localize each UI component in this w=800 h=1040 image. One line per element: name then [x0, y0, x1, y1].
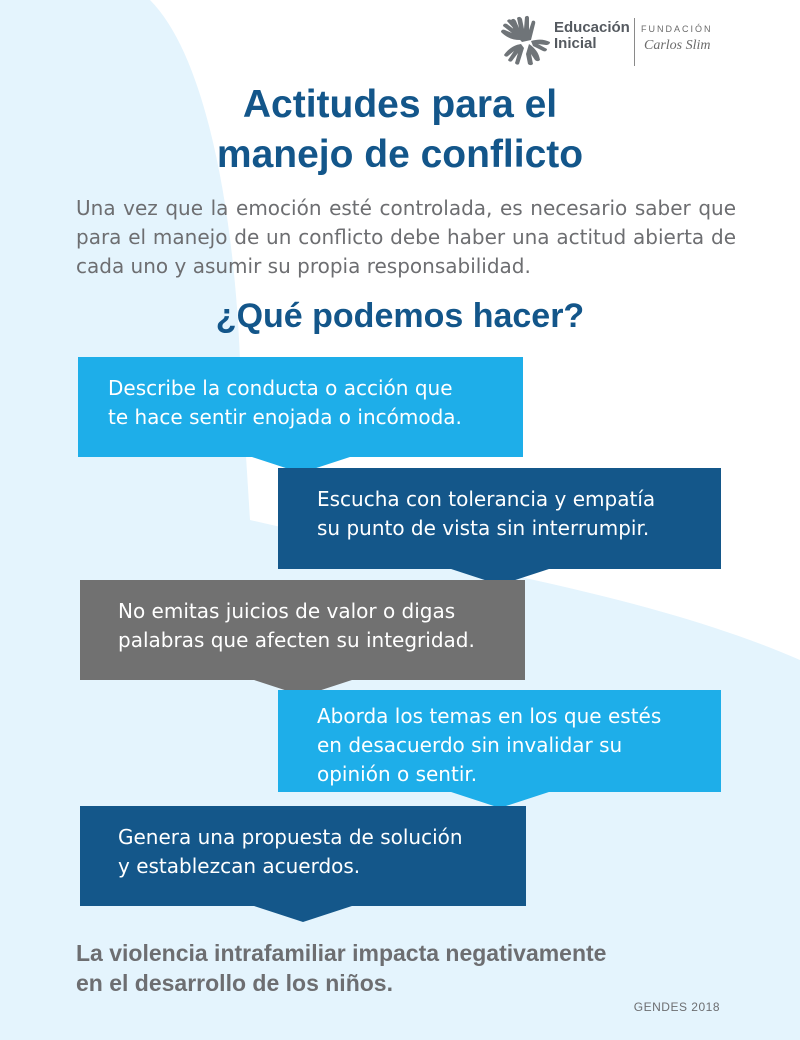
hands-icon — [498, 12, 552, 68]
page-title — [100, 80, 700, 180]
step-box-5 — [80, 806, 526, 906]
step-box-2 — [278, 468, 721, 569]
logo-educacion-inicial — [554, 20, 630, 52]
step-2-line1: Escucha con tolerancia y empatía — [317, 487, 656, 511]
intro-paragraph: Una vez que la emoción esté controlada, es necesario saber que para el manejo de un conflicto debe haber una actitud abierta de cada uno y asumir su propia responsabilidad. — [76, 196, 736, 278]
step-3-line2: palabras que afecten su integridad. — [118, 628, 475, 652]
title-line1: Actitudes para el — [242, 83, 558, 126]
logo-carlos-slim: Carlos Slim — [644, 38, 711, 53]
conclusion-line2: en el desarrollo de los niños. — [76, 970, 393, 996]
step-4-line1: Aborda los temas en los que estés — [317, 704, 662, 728]
step-2-line2: su punto de vista sin interrumpir. — [317, 516, 650, 540]
step-1-line1: Describe la conducta o acción que — [108, 376, 453, 400]
logo-divider — [634, 18, 635, 66]
logo — [498, 12, 738, 68]
conclusion-line1: La violencia intrafamiliar impacta negativamente — [76, 940, 607, 966]
source-credit: GENDES 2018 — [633, 1000, 720, 1014]
section-heading: ¿Qué podemos hacer? — [215, 297, 585, 335]
step-box-4 — [278, 690, 721, 792]
step-box-3 — [80, 580, 525, 680]
conclusion-text — [76, 938, 736, 998]
title-line2: manejo de conflicto — [216, 133, 584, 176]
step-1-line2: te hace sentir enojada o incómoda. — [108, 405, 462, 429]
step-3-line1: No emitas juicios de valor o digas — [118, 599, 456, 623]
step-5-line2: y establezcan acuerdos. — [118, 854, 361, 878]
step-5-line1: Genera una propuesta de solución — [118, 825, 463, 849]
step-box-1 — [78, 357, 523, 457]
step-4-line2: en desacuerdo sin invalidar su — [317, 733, 623, 757]
logo-fundacion: FUNDACIÓN — [641, 24, 713, 34]
logo-line1: Educación — [554, 19, 630, 36]
step-4-line3: opinión o sentir. — [317, 762, 478, 786]
logo-line2: Inicial — [554, 35, 597, 52]
